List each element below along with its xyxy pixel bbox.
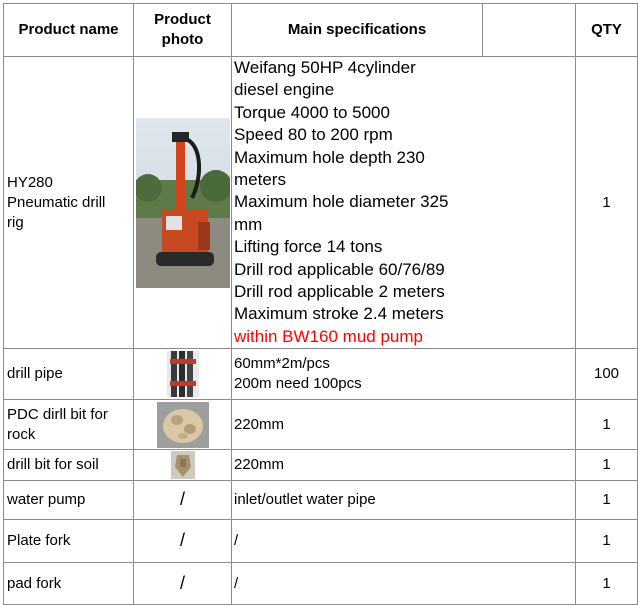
- product-photo-cell: [134, 400, 232, 450]
- qty-cell: 1: [576, 400, 638, 450]
- header-qty: QTY: [576, 4, 638, 57]
- product-name-cell: drill bit for soil: [4, 450, 134, 481]
- header-main-specifications: Main specifications: [232, 4, 483, 57]
- specifications-cell: /: [232, 520, 576, 563]
- table-row: [4, 57, 638, 349]
- qty-cell: 100: [576, 349, 638, 400]
- header-product-name: Product name: [4, 4, 134, 57]
- specifications-cell: Weifang 50HP 4cylinder diesel engine Torque 4000 to 5000 Speed 80 to 200 rpm Maximum hole depth 230 meters Maximum hole diameter 325 mm Lifting force 14 tons Drill rod applicable 60/76/89 Drill rod applicable 2 meters Maximum stroke 2.4 meters within BW160 mud pump: [232, 57, 576, 349]
- table-row: [4, 520, 638, 563]
- qty-cell: 1: [576, 520, 638, 563]
- product-name-cell: water pump: [4, 481, 134, 520]
- product-table: [3, 3, 638, 605]
- drill-rig-photo: [136, 118, 230, 288]
- product-photo-cell: [134, 57, 232, 349]
- qty-cell: 1: [576, 481, 638, 520]
- table-row: [4, 400, 638, 450]
- header-empty-cell: [483, 4, 576, 57]
- specifications-cell: inlet/outlet water pipe: [232, 481, 576, 520]
- header-row: [4, 4, 638, 57]
- qty-cell: 1: [576, 57, 638, 349]
- table-row: [4, 349, 638, 400]
- product-photo-cell: /: [134, 520, 232, 563]
- product-photo-cell: /: [134, 563, 232, 605]
- specifications-cell: 220mm: [232, 450, 576, 481]
- drill-pipe-photo: [167, 351, 199, 397]
- specifications-cell: 220mm: [232, 400, 576, 450]
- soil-bit-photo: [171, 451, 195, 479]
- product-name-cell: PDC dirll bit for rock: [4, 400, 134, 450]
- specifications-cell: 60mm*2m/pcs 200m need 100pcs: [232, 349, 576, 400]
- product-photo-cell: /: [134, 481, 232, 520]
- table-row: [4, 450, 638, 481]
- product-name-cell: drill pipe: [4, 349, 134, 400]
- table-row: [4, 563, 638, 605]
- product-photo-cell: [134, 349, 232, 400]
- product-name-cell: HY280 Pneumatic drill rig: [4, 57, 134, 349]
- pdc-bit-photo: [157, 402, 209, 448]
- specifications-cell: /: [232, 563, 576, 605]
- product-photo-cell: [134, 450, 232, 481]
- qty-cell: 1: [576, 450, 638, 481]
- spec-highlight: within BW160 mud pump: [234, 326, 423, 346]
- product-name-cell: Plate fork: [4, 520, 134, 563]
- header-product-photo: Product photo: [134, 4, 232, 57]
- qty-cell: 1: [576, 563, 638, 605]
- product-name-cell: pad fork: [4, 563, 134, 605]
- table-row: [4, 481, 638, 520]
